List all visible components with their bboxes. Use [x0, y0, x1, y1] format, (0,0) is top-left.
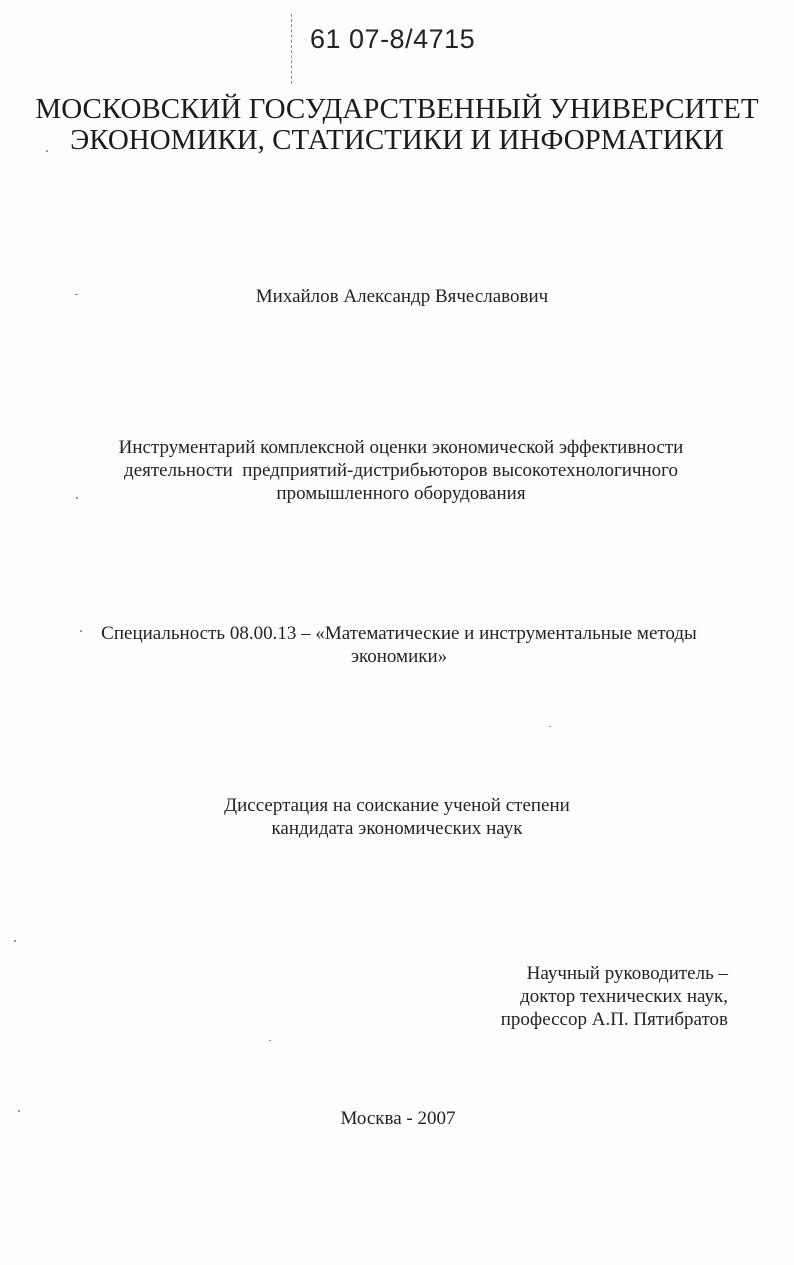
university-name [0, 94, 794, 156]
archive-number: 61 07-8/4715 [310, 24, 476, 54]
scan-speck [14, 940, 16, 942]
city-and-year: Москва - 2007 [340, 1108, 456, 1129]
dissertation-title-line-1: Инструментарий комплексной оценки экономической эффективности [118, 437, 684, 458]
scientific-supervisor [501, 962, 728, 1031]
university-name-line-1: МОСКОВСКИЙ ГОСУДАРСТВЕННЫЙ УНИВЕРСИТЕТ [35, 93, 759, 125]
scan-speck [18, 1110, 20, 1112]
scan-speck [269, 1040, 271, 1041]
dissertation-title-line-3: промышленного оборудования [276, 483, 526, 504]
scan-speck [75, 294, 78, 295]
archive-stamp-divider [291, 14, 293, 84]
dissertation-title [0, 436, 794, 505]
author-name: Михайлов Александр Вячеславович [255, 286, 549, 307]
specialty [0, 622, 794, 668]
scan-speck [46, 150, 48, 152]
university-name-line-2: ЭКОНОМИКИ, СТАТИСТИКИ И ИНФОРМАТИКИ [70, 124, 724, 156]
dissertation-title-line-2: деятельности предприятий-дистрибьюторов высокотехнологичного [124, 460, 678, 481]
scan-speck [80, 630, 82, 632]
scan-speck [76, 497, 78, 499]
scan-speck [549, 726, 551, 727]
supervisor-line-1: Научный руководитель – [526, 963, 728, 984]
supervisor-line-3: профессор А.П. Пятибратов [500, 1009, 728, 1030]
specialty-line-2: экономики» [350, 646, 448, 667]
degree-statement [0, 794, 794, 840]
supervisor-line-2: доктор технических наук, [520, 986, 728, 1007]
specialty-line-1: Специальность 08.00.13 – «Математические и инструментальные методы [101, 623, 697, 644]
degree-line-2: кандидата экономических наук [271, 818, 523, 839]
degree-line-1: Диссертация на соискание ученой степени [224, 795, 570, 816]
